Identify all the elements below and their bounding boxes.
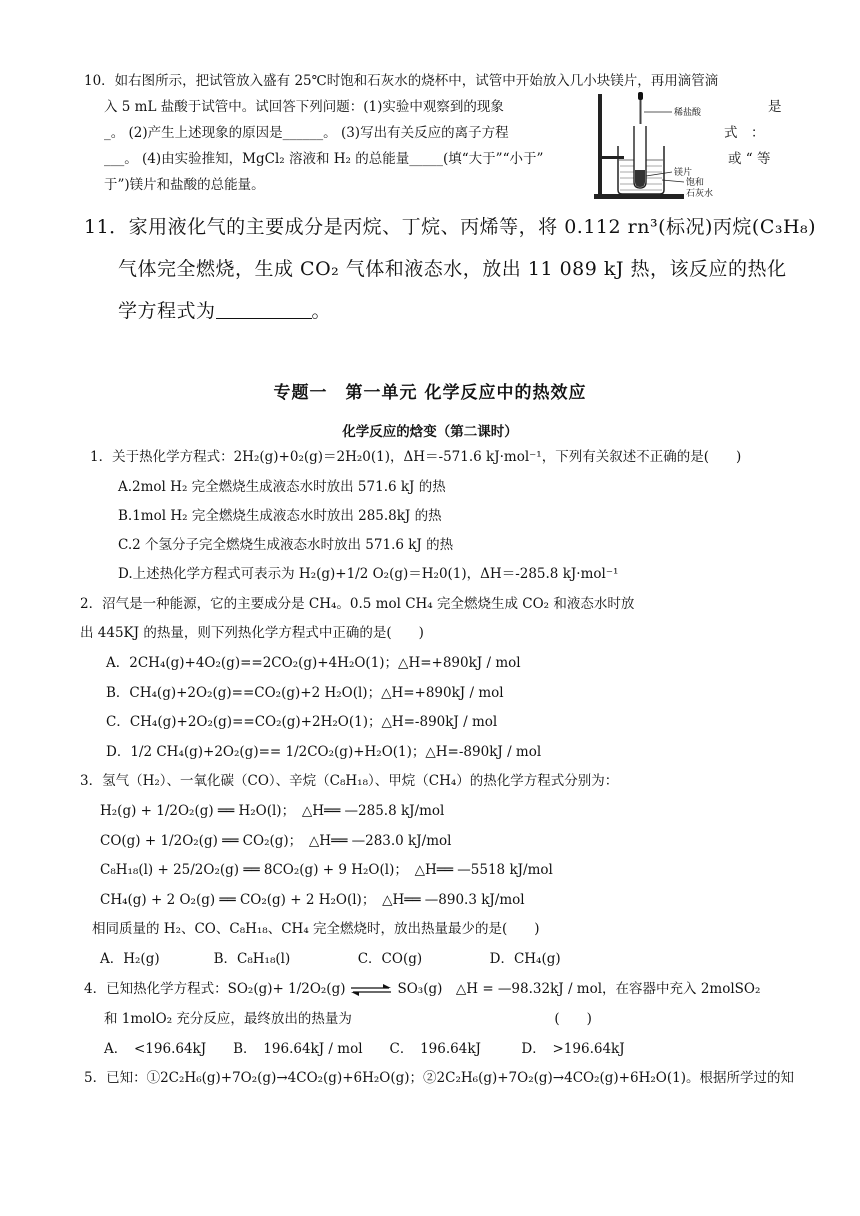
q10-line-5: 于”)镁片和盐酸的总能量。 bbox=[104, 177, 265, 193]
q2-stem-1: 2．沼气是一种能源，它的主要成分是 CH₄。0.5 mol CH₄ 完全燃烧生成 CO₂ 和液态水时放 bbox=[80, 596, 635, 612]
q10-line-3: _。 (2)产生上述现象的原因是______。 (3)写出有关反应的离子方程 bbox=[104, 125, 509, 141]
unit-title: 专题一 第一单元 化学反应中的热效应 bbox=[273, 383, 587, 403]
q3-question: 相同质量的 H₂、CO、C₈H₁₈、CH₄ 完全燃烧时，放出热量最少的是( ) bbox=[92, 921, 540, 937]
q3-options: A．H₂(g) B．C₈H₁₈(l) C．CO(g) D．CH₄(g) bbox=[100, 951, 561, 967]
q5-line-1: 5．已知：①2C₂H₆(g)+7O₂(g)→4CO₂(g)+6H₂O(g)；②2C₂H₆(g)+7O₂(g)→4CO₂(g)+6H₂O(1)。根据所学过的知 bbox=[84, 1070, 794, 1086]
q2-option-a: A．2CH₄(g)+4O₂(g)==2CO₂(g)+4H₂O(1)；△H=+890kJ / mol bbox=[106, 655, 521, 671]
q2-stem-2: 出 445KJ 的热量，则下列热化学方程式中正确的是( ) bbox=[80, 625, 424, 641]
q2-option-c: C．CH₄(g)+2O₂(g)==CO₂(g)+2H₂O(1)；△H=-890kJ / mol bbox=[106, 714, 498, 730]
stand-clamp bbox=[598, 156, 624, 159]
q1-stem: 1．关于热化学方程式：2H₂(g)+0₂(g)＝2H₂0(1)，ΔH＝-571.6 kJ·mol⁻¹，下列有关叙述不正确的是( ) bbox=[90, 449, 742, 465]
q10-line-2-end: 是 bbox=[768, 99, 782, 115]
q10-line-1: 10．如右图所示，把试管放入盛有 25℃时饱和石灰水的烧杯中，试管中开始放入几小块镁片，再用滴管滴 bbox=[84, 73, 719, 89]
stand-rod bbox=[598, 94, 602, 194]
q10-line-2: 入 5 mL 盐酸于试管中。试回答下列问题：(1)实验中观察到的现象 bbox=[104, 99, 504, 115]
q3-stem: 3．氢气（H₂）、一氧化碳（CO）、辛烷（C₈H₁₈）、甲烷（CH₄）的热化学方程式分别为： bbox=[80, 773, 619, 789]
reversible-arrow-icon bbox=[349, 984, 393, 996]
q3-equation-1: H₂(g) + 1/2O₂(g) ══ H₂O(l)； △H══ —285.8 kJ/mol bbox=[100, 803, 445, 819]
q1-option-a: A.2mol H₂ 完全燃烧生成液态水时放出 571.6 kJ 的热 bbox=[118, 479, 446, 495]
q3-equation-4: CH₄(g) + 2 O₂(g) ══ CO₂(g) + 2 H₂O(l)； △H══ —890.3 kJ/mol bbox=[100, 892, 525, 908]
dropper-tube bbox=[640, 100, 642, 124]
q3-equation-2: CO(g) + 1/2O₂(g) ══ CO₂(g)； △H══ —283.0 kJ/mol bbox=[100, 833, 452, 849]
q11-line-3 bbox=[118, 298, 331, 324]
q10-line-4-end: 或 “ 等 bbox=[728, 151, 771, 167]
label-magnesium: 镁片 bbox=[674, 168, 693, 178]
q3-equation-3: C₈H₁₈(l) + 25/2O₂(g) ══ 8CO₂(g) + 9 H₂O(l)； △H══ —5518 kJ/mol bbox=[100, 862, 553, 878]
label-lime-water: 石灰水 bbox=[686, 189, 714, 199]
q1-option-d: D.上述热化学方程式可表示为 H₂(g)+1/2 O₂(g)＝H₂0(1)，ΔH＝-285.8 kJ·mol⁻¹ bbox=[118, 566, 619, 582]
q2-option-d: D．1/2 CH₄(g)+2O₂(g)== 1/2CO₂(g)+H₂O(1)；△H=-890kJ / mol bbox=[106, 744, 542, 760]
q4-options: A． <196.64kJ B． 196.64kJ / mol C． 196.64kJ D． >196.64kJ bbox=[104, 1041, 625, 1057]
dropper-bulb bbox=[638, 92, 643, 100]
q1-option-c: C.2 个氢分子完全燃烧生成液态水时放出 571.6 kJ 的热 bbox=[118, 537, 454, 553]
q2-option-b: B．CH₄(g)+2O₂(g)==CO₂(g)+2 H₂O(l)；△H=+890kJ / mol bbox=[106, 685, 504, 701]
q11-line-3-end: 。 bbox=[311, 300, 332, 322]
q11-line-3-text: 学方程式为 bbox=[118, 300, 216, 322]
q11-line-2: 气体完全燃烧，生成 CO₂ 气体和液态水，放出 11 089 kJ 热，该反应的热化 bbox=[118, 258, 787, 280]
magnesium-pieces bbox=[635, 170, 645, 187]
label-dilute-hcl: 稀盐酸 bbox=[674, 108, 702, 118]
q10-line-3-end: 式 ： bbox=[724, 125, 765, 141]
lesson-title: 化学反应的焓变（第二课时） bbox=[342, 424, 518, 440]
q4-line-2: 和 1molO₂ 充分反应，最终放出的热量为 ( ) bbox=[104, 1011, 592, 1027]
q10-line-4: ___。 (4)由实验推知，MgCl₂ 溶液和 H₂ 的总能量_____(填“大于”“小于” bbox=[104, 151, 544, 167]
label-saturated: 饱和 bbox=[686, 178, 705, 188]
apparatus-figure bbox=[588, 90, 728, 202]
q11-answer-blank bbox=[216, 304, 312, 319]
q11-line-1: 11．家用液化气的主要成分是丙烷、丁烷、丙烯等，将 0.112 rn³(标况)丙烷(C₃H₈) bbox=[84, 216, 817, 238]
q1-option-b: B.1mol H₂ 完全燃烧生成液态水时放出 285.8kJ 的热 bbox=[118, 508, 442, 524]
q4-stem bbox=[84, 980, 760, 998]
q4-stem-b: SO₃(g) △H = —98.32kJ / mol，在容器中充入 2molSO₂ bbox=[397, 981, 761, 997]
q4-stem-a: 4．已知热化学方程式：SO₂(g)+ 1/2O₂(g) bbox=[84, 981, 346, 997]
